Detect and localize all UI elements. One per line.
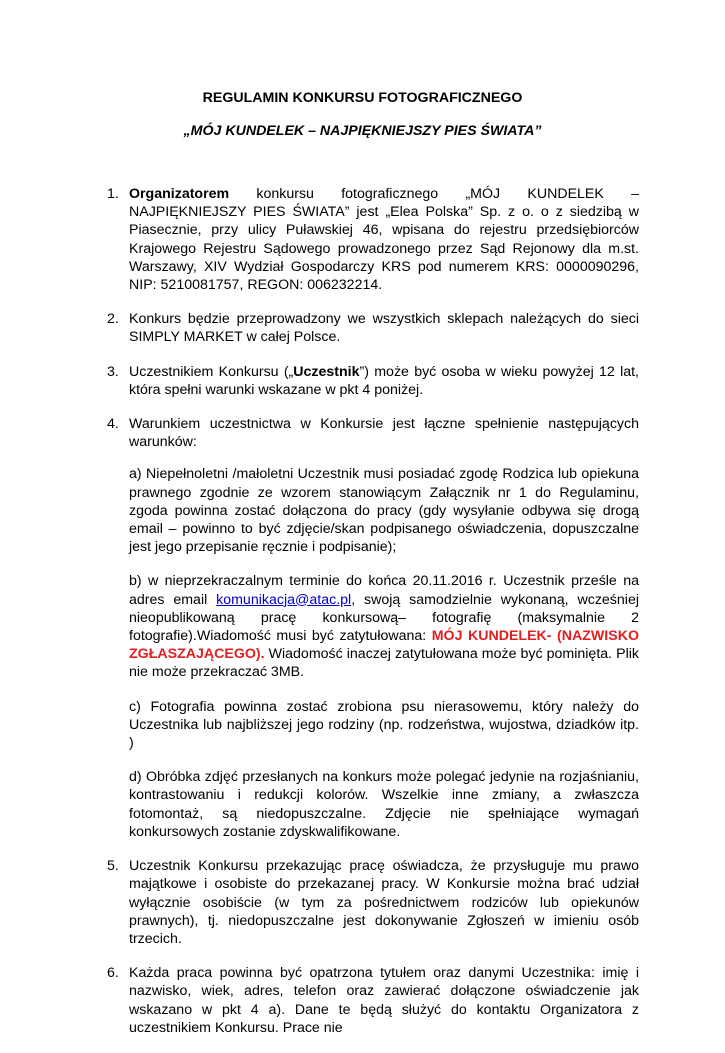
rule-4a: a) Niepełnoletni /małoletni Uczestnik musi posiadać zgodę Rodzica lub opiekuna prawnego zgodnie ze wzorem stanowiącym Załącznik nr 1 do Regulaminu, zgoda powinna zostać dołączona do pracy (gdy wysyłanie odbywa się drogą email – powinno to być zdjęcie/skan podpisanego oświadczenia, dopuszczalne jest jego przepisanie ręcznie i podpisanie); [129,466,639,556]
rule-number: 3. [107,363,119,380]
rule-text: Warunkiem uczestnictwa w Konkursie jest łączne spełnienie następujących warunków: [129,416,639,451]
rule-1 [107,185,639,294]
rule-4d: d) Obróbka zdjęć przesłanych na konkurs może polegać jedynie na rozjaśnianiu, kontrastowaniu i redukcji kolorów. Wszelkie inne zmiany, a zwłaszcza fotomontaż, są niedopuszczalne. Zdjęcie nie spełniające wymagań konkursowych zostanie zdyskwalifikowane. [129,769,639,840]
rule-2 [107,310,639,346]
contest-name: „MÓJ KUNDELEK – NAJPIĘKNIEJSZY PIES ŚWIATA” [183,123,542,139]
rule-4b [129,572,639,681]
rule-text-post: ”) może być osoba w wieku powyżej 12 lat, która spełni warunki wskazane w pkt 4 poniżej. [129,363,639,398]
rule-text: Każda praca powinna być opatrzona tytułem oraz danymi Uczestnika: imię i nazwisko, wiek, adres, telefon oraz zawierać dołączone oświadczenie jak wskazano w pkt 4 a). Dane te będą służyć do kontaktu Organizatora z uczestnikiem Konkursu. Prace nie [129,965,639,1036]
rule-4b-pre: b) w nieprzekraczalnym terminie do końca 20.11.2016 r. Uczestnik prześle na adres email [129,573,639,608]
required-subject: MÓJ KUNDELEK- (NAZWISKO ZGŁASZAJĄCEGO). [129,628,639,663]
rule-text-pre: Uczestnikiem Konkursu („ [129,363,294,380]
rule-number: 1. [107,186,119,202]
rule-4c: c) Fotografia powinna zostać zrobiona psu nierasowemu, który należy do Uczestnika lub najbliższej jego rodziny (np. rodzeństwa, wujostwa, dziadków itp. ) [129,698,639,752]
rule-text: konkursu fotograficznego „MÓJ KUNDELEK – NAJPIĘKNIEJSZY PIES ŚWIATA” jest „Elea Polska” Sp. z o. o z siedzibą w Piasecznie, przy ulicy Puławskiej 46, wpisana do rejestru przedsiębiorców Krajowego Rejestru Sądowego prowadzonego przez Sąd Rejonowy dla m.st. Warszawy, XIV Wydział Gospodarczy KRS pod numerem KRS: 0000090296, NIP: 5210081757, REGON: 006232214. [129,186,639,294]
rule-number: 2. [107,311,119,328]
organizer-label: Organizatorem [129,186,230,202]
rule-4b-mid: , swoją samodzielnie wykonaną, wcześniej nieopublikowaną pracę konkursową– fotografię (maksymalnie 2 fotografie).Wiadomość musi być zatytułowana: [129,591,639,645]
rule-number: 6. [107,965,119,982]
participant-label: Uczestnik [293,363,360,380]
rule-4b-post: Wiadomość inaczej zatytułowana może być pominięta. Plik nie może przekraczać 3MB. [129,646,639,681]
rule-text: Uczestnik Konkursu przekazując pracę oświadcza, że przysługuje mu prawo majątkowe i osobiste do przekazanej pracy. W Konkursie można brać udział wyłącznie osobiście (w tym za pośrednictwem rodziców lub opiekunów prawnych), tj. niedopuszczalne jest dokonywanie Zgłoszeń w imieniu osób trzecich. [129,858,639,947]
document-title: REGULAMIN KONKURSU FOTOGRAFICZNEGO [202,90,523,106]
rule-4 [107,415,639,841]
email-link[interactable]: komunikacja@atac.pl [216,591,352,608]
rule-number: 4. [107,416,119,433]
rule-number: 5. [107,858,119,875]
rule-5 [107,857,639,948]
rules-list [107,185,639,1053]
rule-text: Konkurs będzie przeprowadzony we wszystkich sklepach należących do sieci SIMPLY MARKET w całej Polsce. [129,311,639,346]
rule-3 [107,363,639,399]
rule-6 [107,964,639,1037]
